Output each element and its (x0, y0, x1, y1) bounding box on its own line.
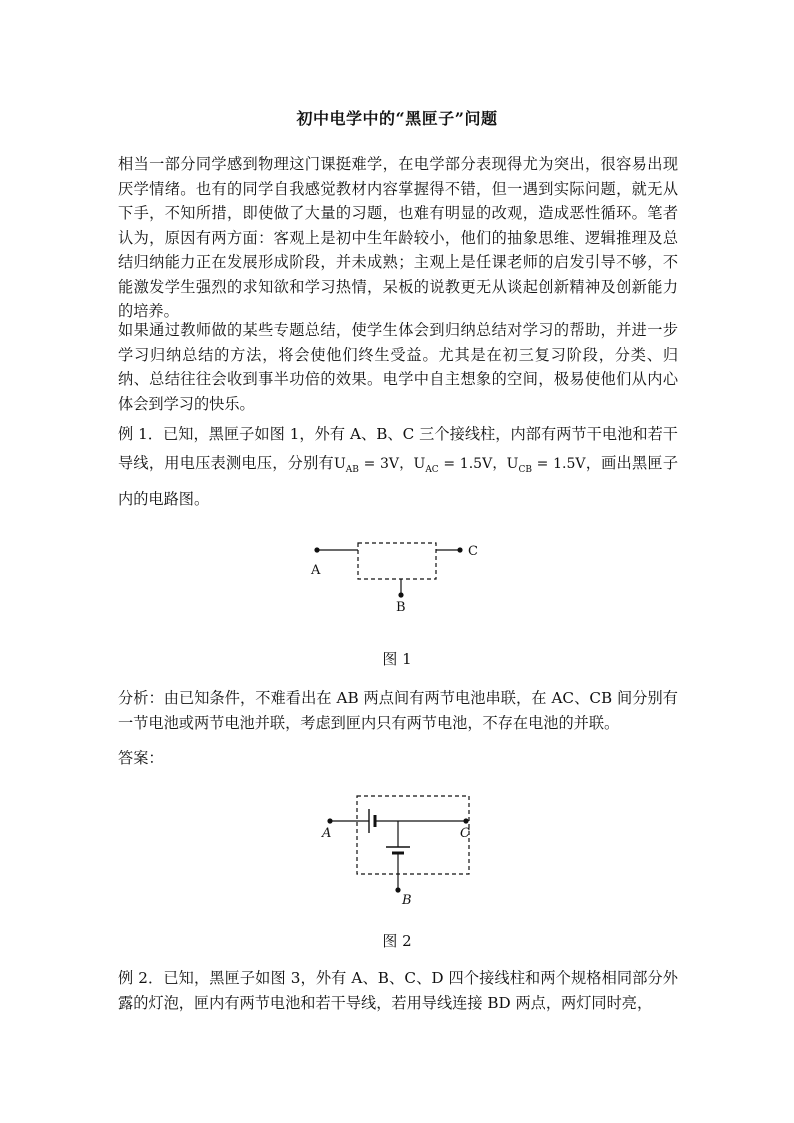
example-1-text-pre: 例 1．已知，黑匣子如图 1，外有 A、B、C 三个接线柱，内部有两节干电池和若干导线，用电压表测电压，分别有 (118, 425, 678, 472)
terminal-a (314, 547, 319, 552)
black-box-outline (358, 543, 436, 579)
paragraph-example-1 (118, 420, 678, 514)
label-a: A (322, 826, 332, 841)
terminal-c (463, 818, 468, 823)
paragraph-answer-label: 答案： (118, 749, 164, 767)
label-c: C (468, 544, 478, 559)
document-title: 初中电学中的“黑匣子”问题 (296, 109, 498, 128)
paragraph-summary: 如果通过教师做的某些专题总结，使学生体会到归纳总结对学习的帮助，并进一步学习归纳总结的方法，将会使他们终生受益。尤其是在初三复习阶段，分类、归纳、总结往往会收到事半功倍的效果。电学中自主想象的空间，极易使他们从内心体会到学习的快乐。 (118, 321, 678, 413)
figure-1-caption: 图 1 (382, 650, 412, 668)
paragraph-intro: 相当一部分同学感到物理这门课挺难学，在电学部分表现得尤为突出，很容易出现厌学情绪。也有的同学自我感觉教材内容掌握得不错，但一遇到实际问题，就无从下手，不知所措，即使做了大量的习题，也难有明显的改观，造成恶性循环。笔者认为，原因有两方面：客观上是初中生年龄较小，他们的抽象思维、逻辑推理及总结归纳能力正在发展形成阶段，并未成熟；主观上是任课老师的启发引导不够，不能激发学生强烈的求知欲和学习热情，呆板的说教更无从谈起创新精神及创新能力的培养。 (118, 155, 678, 320)
terminal-b (398, 592, 403, 597)
figure-1-diagram (300, 535, 500, 615)
equation-u-cb: $U_{CB} = 1.5V$ (506, 456, 586, 475)
paragraph-analysis: 分析：由已知条件，不难看出在 AB 两点间有两节电池串联，在 AC、CB 间分别有一节电池或两节电池并联，考虑到匣内只有两节电池，不存在电池的并联。 (118, 689, 678, 732)
terminal-b (395, 887, 400, 892)
paragraph-example-2: 例 2．已知，黑匣子如图 3，外有 A、B、C、D 四个接线柱和两个规格相同部分外露的灯泡，匣内有两节电池和若干导线，若用导线连接 BD 两点，两灯同时亮， (118, 969, 678, 1012)
label-b: B (396, 600, 406, 615)
label-c: C (460, 826, 470, 841)
terminal-c (457, 547, 462, 552)
label-a: A (311, 563, 321, 578)
example-1-text-post: ，画出黑匣子内的电路图。 (118, 454, 679, 508)
figure-2-caption: 图 2 (382, 932, 412, 950)
equation-u-ac: $U_{AC} = 1.5V$， (413, 456, 507, 475)
equation-u-ab: $U_{AB} = 3V$， (333, 456, 414, 475)
figure-2-diagram (314, 790, 494, 920)
label-b: B (402, 893, 412, 908)
black-box-outline (357, 796, 469, 874)
